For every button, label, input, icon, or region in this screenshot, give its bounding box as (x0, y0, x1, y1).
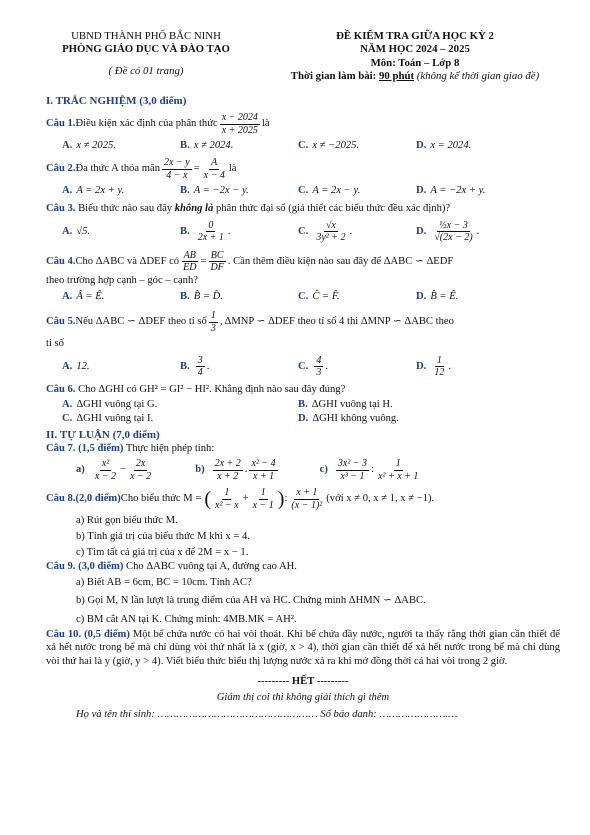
option-b[interactable]: B. $\frac{3}{4}$ . (180, 354, 210, 379)
section-essay: II. TỰ LUẬN (7,0 điểm) (46, 429, 160, 442)
option-a[interactable]: A. √5. (62, 225, 91, 237)
question-10: Câu 10. (0,5 điểm) Một bể chứa nước có hai vòi thoát. Khi bể chứa đầy nước, người ta thấy rằng thời gian cần thiết để xả hết nước trong bể mà chỉ dùng vòi thứ nhất là x (giờ, x > 4), thời gian cần thiết để xả hết nước trong bể mà chỉ dùng vòi thứ hai là y (giờ, y > 4). Viết biểu thức biểu thị lượng nước xả ra khi mở đồng thời cả hai vòi trong 2 giờ. (46, 628, 560, 668)
authority-name: UBND THÀNH PHỐ BẮC NINH (71, 30, 221, 42)
question-9c: c) BM cắt AN tại K. Chứng minh: 4MB.MK = AH². (76, 613, 297, 625)
exam-title: ĐỀ KIỂM TRA GIỮA HỌC KỲ 2 (336, 30, 494, 42)
option-d[interactable]: D. $\frac{\text{½x − 3}}{√(2x - 2)}$ . (416, 219, 480, 244)
question-9: Câu 9. (3,0 điểm) Cho ΔABC vuông tại A, đường cao AH. (46, 561, 297, 573)
header-left (46, 30, 246, 84)
question-6-options-row1 (62, 398, 560, 412)
question-7-parts: a) $\frac{\text{x²}}{x - 2}$ − $\frac{2x}{x - 2}$ b) $\frac{2x + 2}{x + 2}$ . $\frac{\text{x² − 4}}{x + 1}$ c) $\frac{\text{3x² − 3}}{\text{x³ − 1}}$ : $\frac{1}{\text{x² + x + 1}}$ (76, 458, 419, 482)
option-d[interactable]: D. ΔGHI không vuông. (298, 413, 399, 425)
option-a[interactable]: A. A = 2x + y. (62, 185, 125, 196)
option-c[interactable]: C. $\frac{4}{3}$ . (298, 354, 328, 379)
option-a[interactable]: A. 12. (62, 360, 90, 372)
question-3: Câu 3. Biểu thức nào sau đây không là phân thức đại số (giả thiết các biểu thức đều xác định)? (46, 202, 451, 214)
exam-header (46, 30, 560, 84)
option-d[interactable]: D. $\frac{1}{12}$ . (416, 354, 451, 379)
option-a[interactable]: A. Â = Ê. (62, 291, 105, 303)
section-multiple-choice: I. TRẮC NGHIỆM (3,0 điểm) (46, 94, 187, 107)
question-8c: c) Tìm tất cả giá trị của x để 2M = x − 1. (76, 546, 249, 558)
question-9b: b) Gọi M, N lần lượt là trung điểm của AH và HC. Chứng minh ΔHMN ∽ ΔABC. (76, 595, 426, 607)
option-d[interactable]: D. x = 2024. (416, 140, 472, 152)
question-5-options (62, 355, 560, 379)
option-b[interactable]: B. ΔGHI vuông tại H. (298, 398, 393, 410)
candidate-info: Họ và tên thí sinh: …………………………………………… Số báo danh: ………………….… (76, 709, 458, 721)
question-1: Câu 1. Điều kiện xác định của phân thức $\frac{x - 2024}{x + 2025}$ là (46, 112, 270, 136)
option-c[interactable]: C. Ĉ = F̂. (298, 291, 340, 303)
option-a[interactable]: A. x ≠ 2025. (62, 140, 116, 152)
option-d[interactable]: D. A = −2x + y. (416, 185, 486, 196)
end-marker: --------- HẾT --------- (257, 675, 349, 687)
option-b[interactable]: B. B̂ = D̂. (180, 291, 223, 303)
question-4-options (62, 290, 560, 304)
proctor-note: Giám thị coi thi không giải thích gì thêm (216, 691, 390, 703)
question-2-options (62, 184, 560, 198)
school-year: NĂM HỌC 2024 – 2025 (360, 43, 470, 56)
option-a[interactable]: A. ΔGHI vuông tại G. (62, 398, 158, 410)
department-name: PHÒNG GIÁO DỤC VÀ ĐÀO TẠO (62, 43, 230, 56)
question-5-cont: tỉ số (46, 338, 64, 350)
option-b[interactable]: B. $\frac{0}{2x + 1}$ . (180, 219, 231, 244)
question-8b: b) Tính giá trị của biểu thức M khi x = 4. (76, 530, 250, 542)
question-6-options-row2 (62, 412, 560, 426)
question-8a: a) Rút gọn biểu thức M. (76, 515, 178, 527)
question-8: Câu 8. (2,0 điểm) Cho biểu thức M = ( $\frac{1}{\text{x² − x}}$ + $\frac{1}{x - 1}$ ) : $\frac{x + 1}{\text{(x − 1)²}}$ (với x ≠ 0, x ≠ 1, x ≠ −1). (46, 487, 435, 511)
header-right (270, 30, 560, 84)
question-4: Câu 4. Cho ΔABC và ΔDEF có $\frac{AB}{ED}$ = $\frac{BC}{DF}$ . Cần thêm điều kiện nào sau đây để ΔABC ∽ ΔEDF (46, 249, 454, 274)
question-7: Câu 7. (1,5 điểm) Thực hiện phép tính: (46, 443, 215, 455)
option-b[interactable]: B. x ≠ 2024. (180, 140, 234, 152)
duration: Thời gian làm bài: 90 phút (không kể thời gian giao đề) (290, 70, 540, 83)
option-c[interactable]: C. ΔGHI vuông tại I. (62, 413, 154, 425)
option-c[interactable]: C. A = 2x − y. (298, 185, 361, 196)
question-4-cont: theo trường hợp cạnh – góc – cạnh? (46, 274, 198, 286)
option-c[interactable]: C. $\frac{√x}{\text{3y² + 2}}$ . (298, 219, 353, 244)
option-c[interactable]: C. x ≠ −2025. (298, 140, 360, 152)
option-b[interactable]: B. A = −2x − y. (180, 185, 249, 196)
question-5: Câu 5. Nếu ΔABC ∽ ΔDEF theo tỉ số $\frac{1}{3}$ , ΔMNP ∽ ΔDEF theo tỉ số 4 thì ΔMNP ∽ ΔABC theo (46, 310, 454, 334)
option-d[interactable]: D. B̂ = Ê. (416, 291, 459, 303)
page-count-note: ( Đề có 01 trang) (108, 64, 184, 77)
subject: Môn: Toán – Lớp 8 (370, 56, 460, 69)
question-1-options (62, 139, 560, 153)
question-3-options (62, 220, 560, 244)
question-6: Câu 6. Cho ΔGHI có GH² = GI² − HI². Khẳng định nào sau đây đúng? (46, 383, 346, 395)
question-2: Câu 2. Đa thức A thỏa mãn $\frac{2x - y}{4 - x}$ = $\frac{A}{x - 4}$ là (46, 157, 237, 181)
question-9a: a) Biết AB = 6cm, BC = 10cm. Tính AC? (76, 577, 252, 589)
